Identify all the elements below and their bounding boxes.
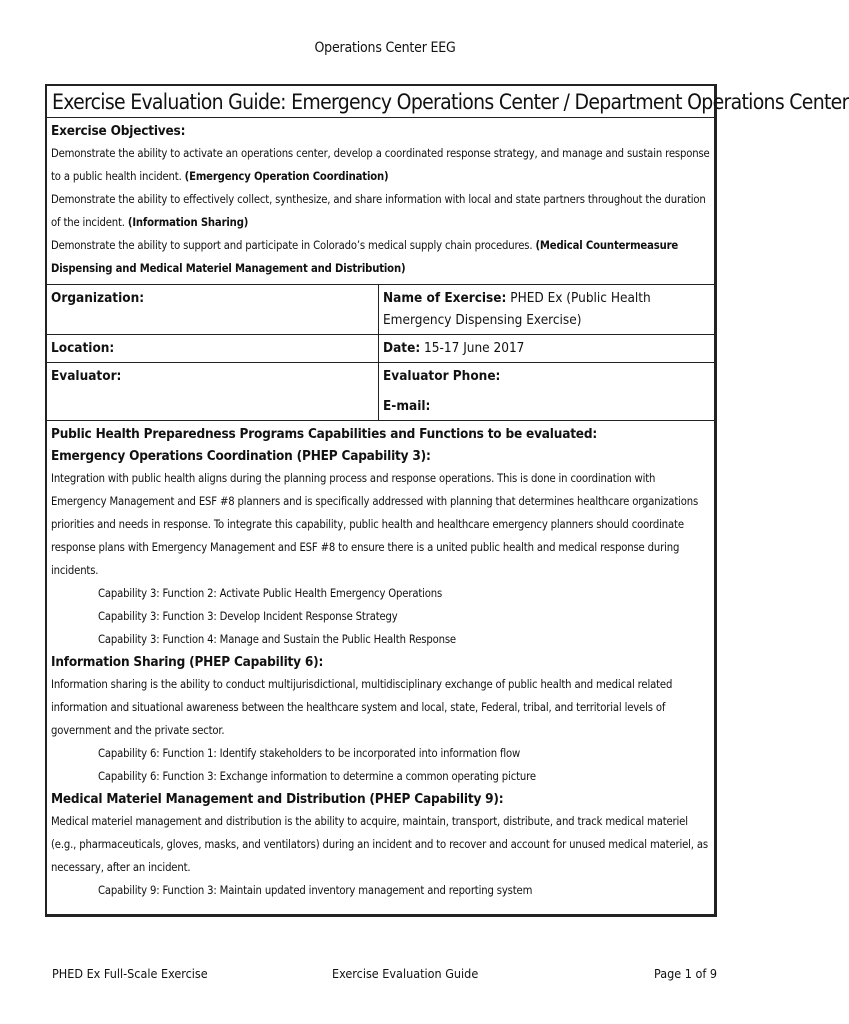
capability-function: Capability 9: Function 3: Maintain updated inventory management and reporting system [98,884,533,897]
capabilities-section [47,421,714,914]
location-row [47,335,714,363]
date-label: Date: [383,340,421,356]
footer-page-number: Page 1 of 9 [654,966,718,981]
evaluator-label: Evaluator: [51,368,122,384]
capability-function: Capability 6: Function 3: Exchange information to determine a common operating picture [98,770,536,783]
date-field [379,335,714,362]
exercise-name-field [379,285,714,334]
eeg-table [45,84,849,917]
capabilities-heading: Public Health Preparedness Programs Capabilities and Functions to be evaluated: [51,426,597,442]
capability-function: Capability 6: Function 1: Identify stakeholders to be incorporated into information flow [98,747,521,760]
eeg-title: Exercise Evaluation Guide: Emergency Operations Center / Department Operations Center [47,86,714,118]
exercise-name-value: PHED Ex (Public Health Emergency Dispensing Exercise) [383,290,651,328]
organization-label: Organization: [51,290,145,306]
capability-description: Integration with public health aligns during the planning process and response operations. This is done in coordination with Emergency Management and ESF #8 planners and is specifically addressed with planning that determines healthcare organizations priorities and needs in response. To integrate this capability, public health and healthcare emergency planners should coordinate response plans with Emergency Management and ESF #8 to ensure there is a united public health and medical response during incidents. [51,472,699,577]
evaluator-row [47,363,714,421]
location-field[interactable] [47,335,379,362]
objectives-section [47,118,714,285]
date-value: 15-17 June 2017 [424,340,525,356]
organization-field[interactable] [47,285,379,334]
page-header-title: Operations Center EEG [314,40,456,56]
capability-description: Information sharing is the ability to conduct multijurisdictional, multidisciplinary exchange of public health and medical related information and situational awareness between the healthcare system and local, state, Federal, tribal, and territorial levels of government and the private sector. [51,678,673,737]
capability-title: Medical Materiel Management and Distribution (PHEP Capability 9): [51,791,504,807]
evaluator-contact-field[interactable] [379,363,714,420]
objective-item: Demonstrate the ability to activate an operations center, develop a coordinated response strategy, and manage and sustain response to a public health incident. (Emergency Operation Coordination) [51,147,710,183]
email-label: E-mail: [383,398,431,414]
evaluator-phone-label: Evaluator Phone: [383,368,501,384]
objectives-heading: Exercise Objectives: [51,123,186,139]
exercise-name-label: Name of Exercise: [383,290,507,306]
capability-function: Capability 3: Function 2: Activate Public Health Emergency Operations [98,587,443,600]
organization-row [47,285,714,335]
capability-function: Capability 3: Function 4: Manage and Sustain the Public Health Response [98,633,456,646]
capability-title: Emergency Operations Coordination (PHEP Capability 3): [51,448,431,464]
capability-title: Information Sharing (PHEP Capability 6): [51,654,324,670]
capability-description: Medical materiel management and distribution is the ability to acquire, maintain, transport, distribute, and track medical materiel (e.g., pharmaceuticals, gloves, masks, and ventilators) during an incident and to recover and account for unused medical materiel, as necessary, after an incident. [51,815,709,874]
objective-item: Demonstrate the ability to effectively collect, synthesize, and share information with local and state partners throughout the duration of the incident. (Information Sharing) [51,193,706,229]
capability-function: Capability 3: Function 3: Develop Incident Response Strategy [98,610,398,623]
footer-left: PHED Ex Full-Scale Exercise [52,966,208,981]
footer-center: Exercise Evaluation Guide [332,966,479,981]
objective-item: Demonstrate the ability to support and participate in Colorado’s medical supply chain procedures. (Medical Countermeasure Dispensing and Medical Materiel Management and Distribution) [51,239,679,275]
evaluator-field[interactable] [47,363,379,420]
location-label: Location: [51,340,115,356]
